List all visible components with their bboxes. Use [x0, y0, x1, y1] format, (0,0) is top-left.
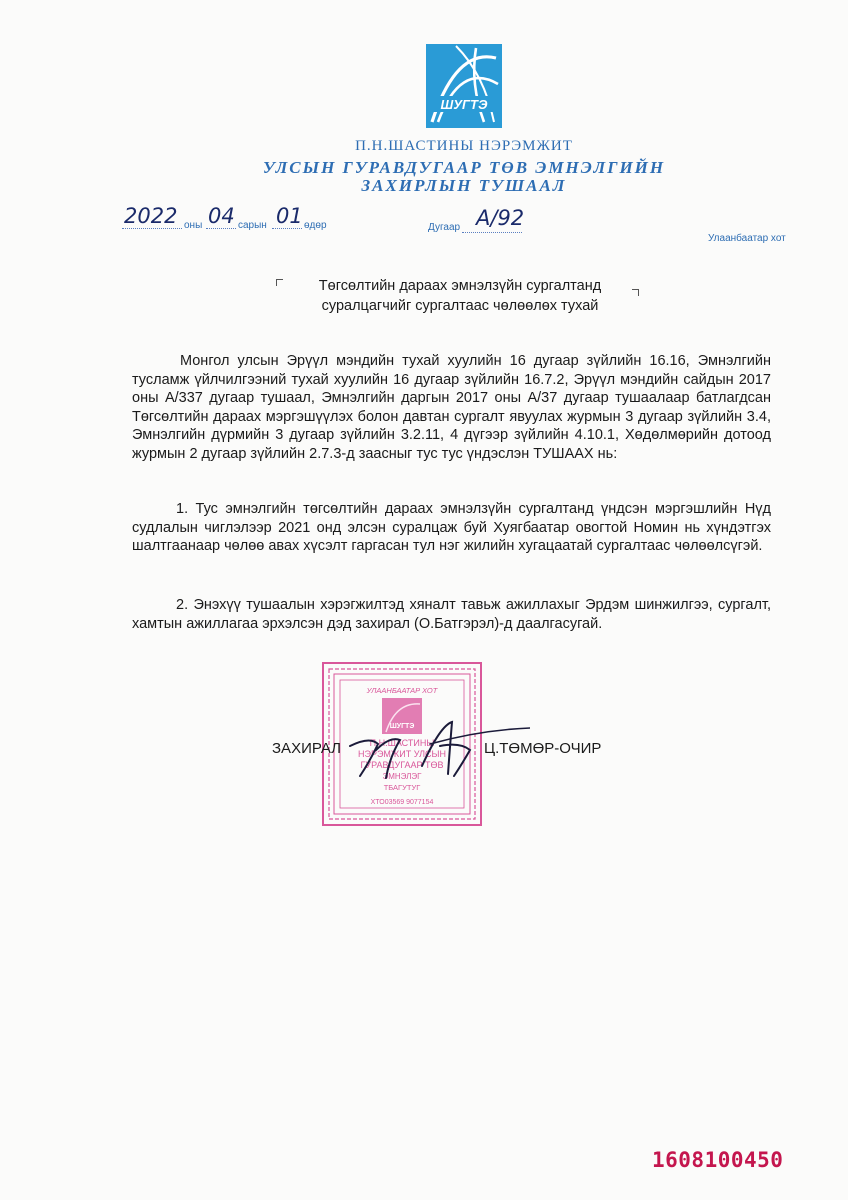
subject-line-2: суралцагчийг сургалтаас чөлөөлөх тухай [321, 298, 599, 314]
logo-text: ШУГТЭ [440, 97, 488, 112]
header-line-1: П.Н.ШАСТИНЫ НЭРЭМЖИТ [355, 138, 573, 154]
hospital-logo [426, 44, 502, 128]
header-line-2: УЛСЫН ГУРАВДУГААР ТӨВ ЭМНЭЛГИЙН [262, 158, 666, 177]
month-label: сарын [238, 220, 267, 231]
handwritten-signature [330, 716, 530, 786]
stamp-logo-text: ШУГТЭ [389, 723, 415, 730]
month-blank [206, 228, 236, 229]
signatory-title: ЗАХИРАЛ [272, 740, 342, 757]
order-item-2: 2. Энэхүү тушаалын хэрэгжилтэд хяналт тавьж ажиллахыг Эрдэм шинжилгээ, сургалт, хамтын ажиллагаа эрхэлсэн дэд захирал (О.Батгэрэл)-д даалгасугай. [132, 597, 771, 632]
order-subject [200, 276, 720, 316]
logo-graphic [426, 44, 502, 128]
stamp-bottom-text: ХТО03569 9077154 [370, 799, 434, 806]
date-month: 04 [208, 204, 235, 228]
signatory-name: Ц.ТӨМӨР-ОЧИР [484, 740, 602, 757]
serial-number: 1608100450 [652, 1148, 784, 1172]
stamp-top-text: УЛААНБААТАР ХОТ [366, 686, 438, 695]
date-year: 2022 [124, 204, 178, 228]
date-day: 01 [276, 204, 303, 228]
year-blank [122, 228, 182, 229]
year-label: оны [184, 220, 203, 231]
stamp-line-2: НЭРЭМЖИТ УЛСЫН [357, 749, 447, 759]
order-number: А/92 [476, 206, 525, 230]
day-label: өдөр [304, 220, 327, 231]
number-label: Дугаар [428, 222, 461, 233]
order-item-1: 1. Тус эмнэлгийн төгсөлтийн дараах эмнэлзүйн сургалтанд үндсэн мэргэшлийн Нүд судлалын чиглэлээр 2021 онд элсэн суралцаж буй Хуягбаатар овогтой Номин нь хүндэтгэх шалтгаанаар чөлөө авах хүсэлт гаргасан тул нэг жилийн хугацаатай сургалтаас чөлөөлсүгэй. [132, 501, 771, 554]
city-label: Улаанбаатар хот [708, 233, 786, 244]
header-line-3: ЗАХИРЛЫН ТУШААЛ [361, 176, 567, 195]
preamble-paragraph: Монгол улсын Эрүүл мэндийн тухай хуулийн 16 дугаар зүйлийн 16.16, Эмнэлгийн тусламж үйлчилгээний тухай хуулийн 16 дугаар зүйлийн 16.7.2, Эрүүл мэндийн сайдын 2017 оны А/337 дугаар тушаал, Эмнэлгийн даргын 2017 оны А/37 дугаар тушаалаар батлагдсан Төгсөлтийн дараах мэргэшүүлэх болон давтан сургалт явуулах журмын 3 дугаар зүйлийн 3.4, Эмнэлгийн дүрмийн 3 дугаар зүйлийн 3.2.11, 4 дүгээр зүйлийн 4.10.1, Хөдөлмөрийн дотоод журмын 2 дугаар зүйлийн 2.7.3-д заасныг тус тус үндэслэн ТУШААХ нь: [132, 353, 771, 462]
day-blank [272, 228, 302, 229]
number-blank [462, 232, 522, 233]
stamp-line-4: ЭМНЭЛЭГ [382, 772, 422, 781]
stamp-line-3: ГУРАВДУГААР ТӨВ [360, 760, 444, 770]
stamp-line-1: П.Н.ШАСТИНЫ [369, 738, 435, 748]
stamp-line-5: ТБАГУТУГ [383, 783, 421, 792]
subject-line-1: Төгсөлтийн дараах эмнэлзүйн сургалтанд [318, 278, 602, 294]
